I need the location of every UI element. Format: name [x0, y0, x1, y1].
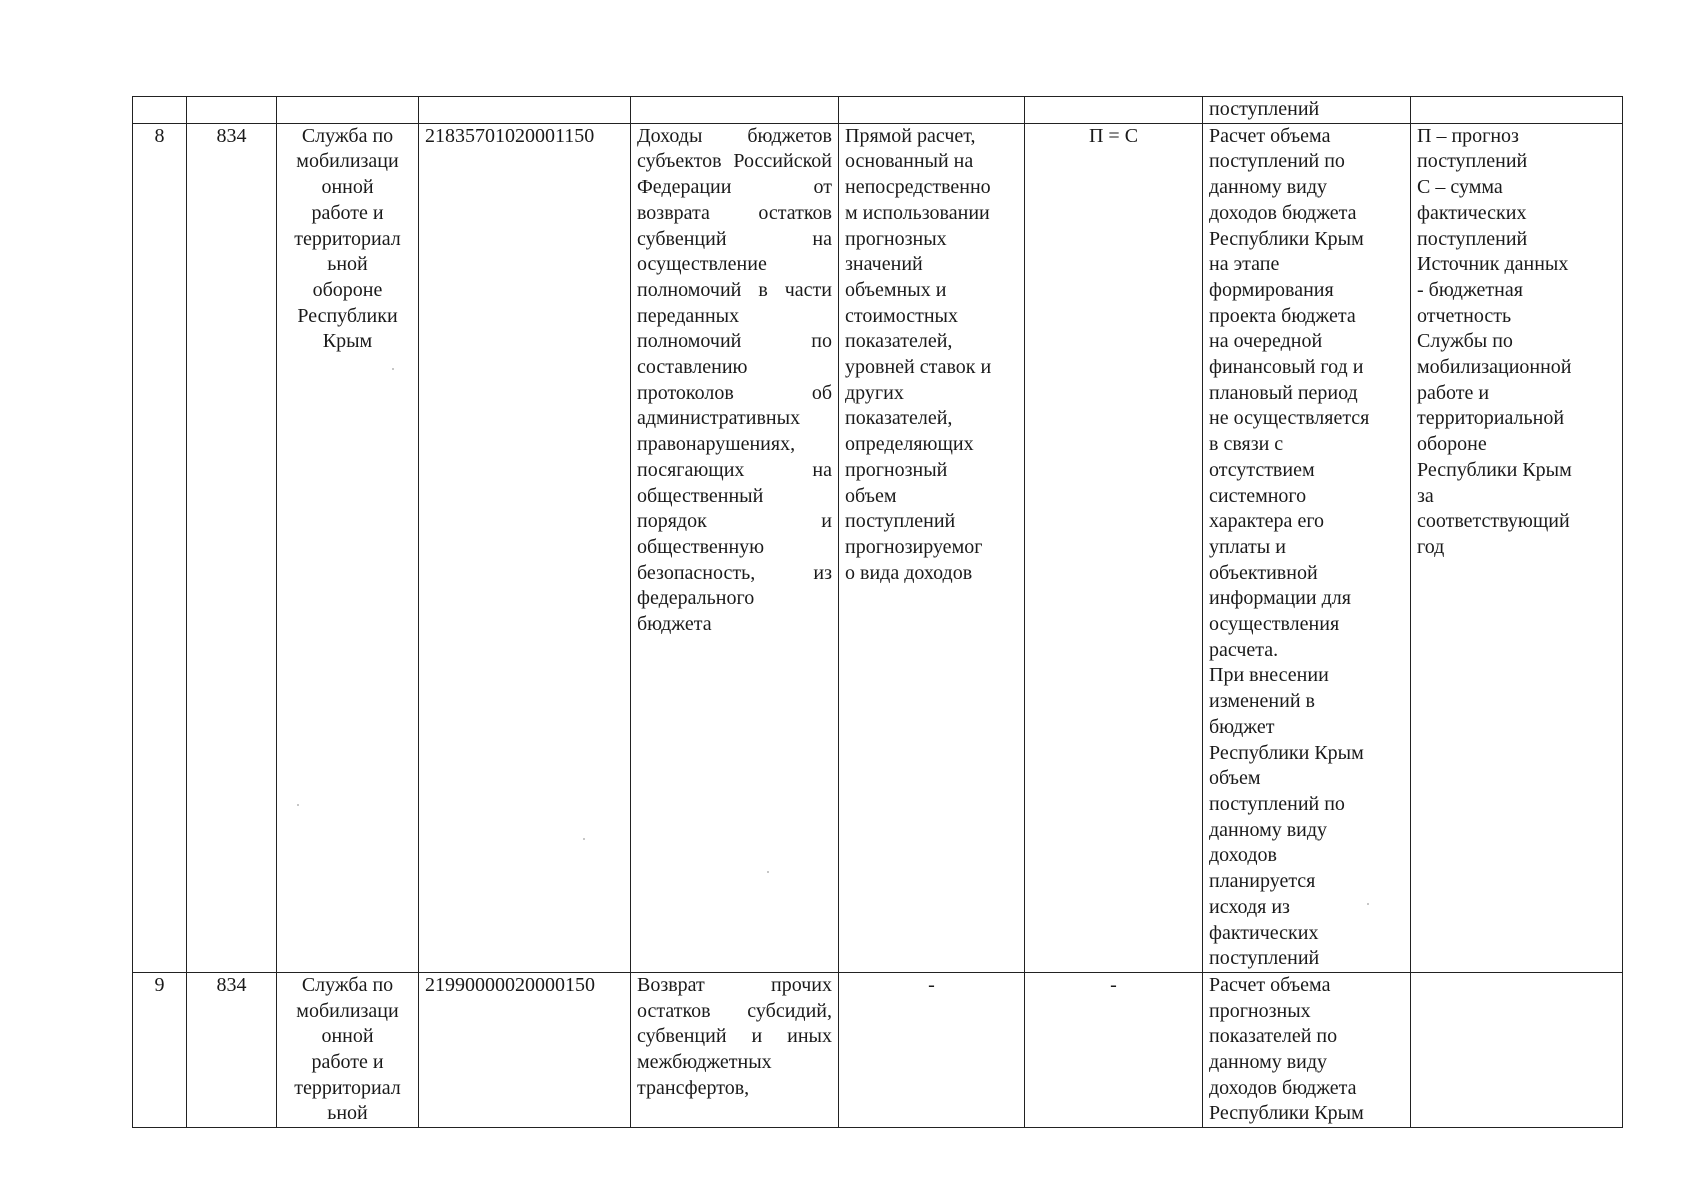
cell-num — [133, 97, 187, 124]
cell-indicators — [1411, 97, 1623, 124]
cell-admin-code: 834 — [187, 972, 277, 1127]
scan-speck — [392, 368, 394, 370]
cell-admin-name — [277, 97, 419, 124]
cell-kbk — [419, 97, 631, 124]
scan-speck — [767, 871, 769, 873]
cell-formula: - — [1025, 972, 1203, 1127]
cell-admin-name: Служба по мобилизаци онной работе и территориал ьной — [277, 972, 419, 1127]
cell-indicators: П – прогноз поступлений С – сумма фактических поступлений Источник данных - бюджетная отчетность Службы по мобилизационной работе и территориальной обороне Республики Крым за соответствующий год — [1411, 123, 1623, 972]
scan-speck — [583, 838, 585, 840]
cell-kbk: 21990000020000150 — [419, 972, 631, 1127]
revenue-forecast-table — [132, 96, 1623, 1128]
cell-indicators — [1411, 972, 1623, 1127]
cell-algorithm: Расчет объема поступлений по данному виду доходов бюджета Республики Крым на этапе формирования проекта бюджета на очередной финансовый год и плановый период не осуществляется в связи с отсутствием системного характера его уплаты и объективной информации для осуществления расчета. При внесении изменений в бюджет Республики Крым объем поступлений по данному виду доходов планируется исходя из фактических поступлений — [1203, 123, 1411, 972]
cell-num: 9 — [133, 972, 187, 1127]
cell-algorithm: поступлений — [1203, 97, 1411, 124]
cell-income-name — [631, 97, 839, 124]
cell-formula: П = С — [1025, 123, 1203, 972]
cell-income-name: Доходы бюджетов субъектов Российской Федерации от возврата остатков субвенций на осуществление полномочий в части переданных полномочий по составлению протоколов об административных правонарушениях, посягающих на общественный порядок и общественную безопасность, из федерального бюджета — [631, 123, 839, 972]
cell-method: - — [839, 972, 1025, 1127]
cell-num: 8 — [133, 123, 187, 972]
scan-speck — [297, 804, 299, 806]
cell-admin-code — [187, 97, 277, 124]
table-row-continuation — [133, 97, 1623, 124]
cell-kbk: 21835701020001150 — [419, 123, 631, 972]
cell-income-name: Возврат прочих остатков субсидий, субвенций и иных межбюджетных трансфертов, — [631, 972, 839, 1127]
scan-speck — [1367, 903, 1369, 905]
cell-formula — [1025, 97, 1203, 124]
table-row — [133, 123, 1623, 972]
cell-method: Прямой расчет, основанный на непосредственно м использовании прогнозных значений объемных и стоимостных показателей, уровней ставок и других показателей, определяющих прогнозный объем поступлений прогнозируемог о вида доходов — [839, 123, 1025, 972]
cell-method — [839, 97, 1025, 124]
table-row — [133, 972, 1623, 1127]
cell-algorithm: Расчет объема прогнозных показателей по данному виду доходов бюджета Республики Крым — [1203, 972, 1411, 1127]
cell-admin-name: Служба по мобилизаци онной работе и территориал ьной обороне Республики Крым — [277, 123, 419, 972]
cell-admin-code: 834 — [187, 123, 277, 972]
